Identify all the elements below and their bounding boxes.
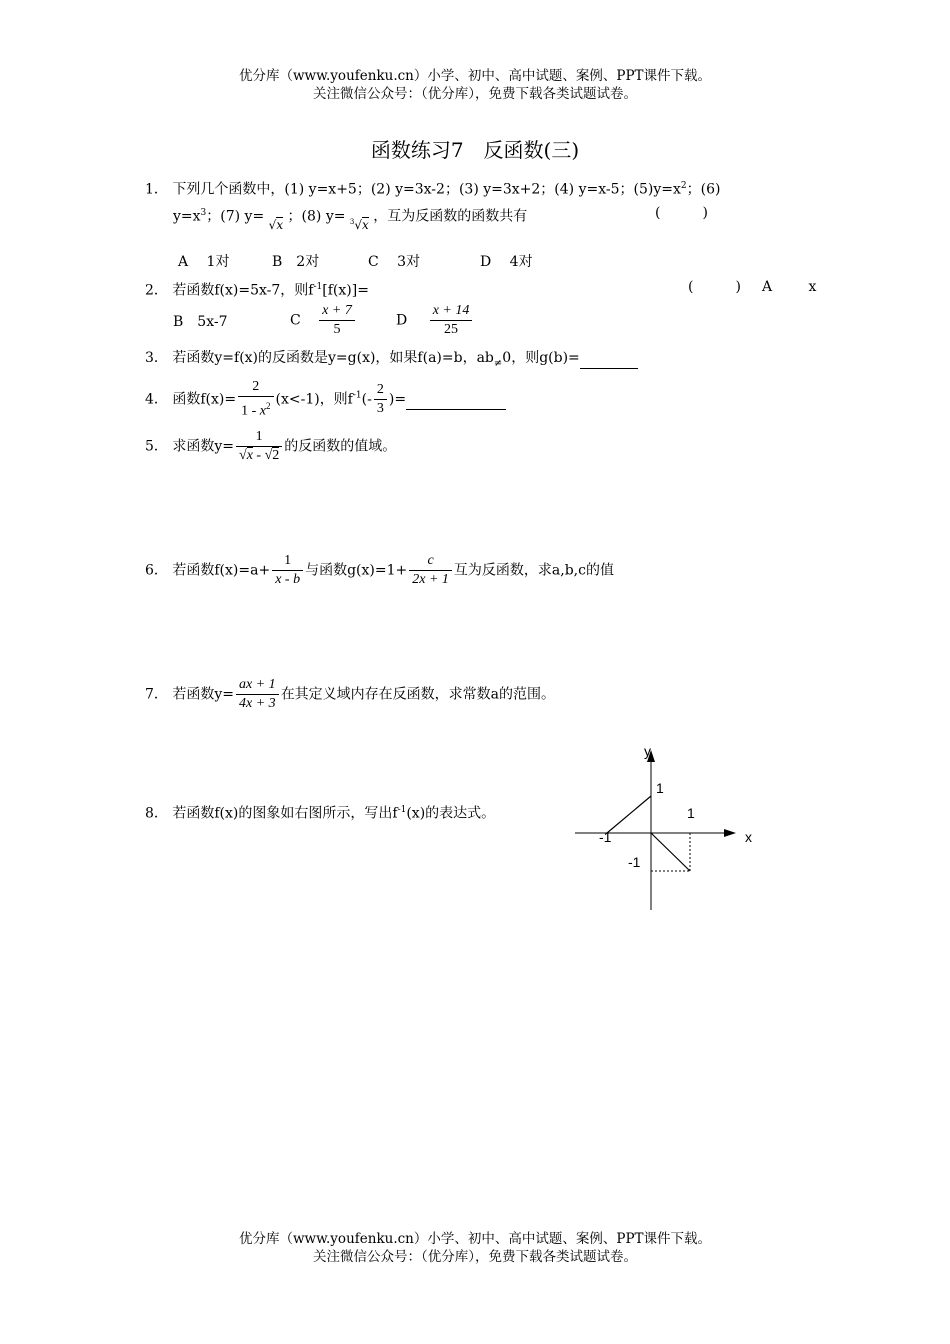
question-8: 8． 若函数f(x)的图象如右图所示，写出$f^{-1}(x)$的表达式。	[145, 805, 496, 822]
label-y-1: 1	[656, 780, 664, 796]
header-line-1: 优分库（www.youfenku.cn）小学、初中、高中试题、案例、PPT课件下载。	[238, 68, 712, 84]
answer-blank	[406, 389, 506, 410]
q2-option-a: A x	[762, 279, 817, 295]
question-5: 5． 求函数y= $\frac{1}{√x - √2}$ 的反函数的值域。	[145, 429, 397, 463]
footer-line-1: 优分库（www.youfenku.cn）小学、初中、高中试题、案例、PPT课件下载。	[238, 1231, 712, 1247]
question-6: 6． 若函数f(x)=a+ $\frac{1}{x - b}$ 与函数g(x)=1+ $\frac{c}{2x + 1}$ 互为反函数，求a,b,c的值	[145, 553, 614, 587]
q1-option-b: B 2对	[272, 254, 320, 270]
q1-option-a: A 1对	[178, 254, 230, 270]
q1-option-c: C 3对	[368, 254, 421, 270]
x-axis-arrow	[724, 829, 736, 837]
question-3: 3． 若函数y=f(x)的反函数是y=g(x)，如果f(a)=b，$ab_\ne 0$，则g(b)=	[145, 348, 638, 370]
sqrt-x: √x	[268, 217, 284, 232]
question-7: 7． 若函数y= $\frac{ax + 1}{4x + 3}$ 在其定义域内存在反函数，求常数a的范围。	[145, 677, 556, 711]
answer-blank	[580, 348, 638, 369]
q6-fraction-2: $\frac{c}{2x + 1}$	[409, 552, 452, 589]
question-1-answer-paren: ( )	[655, 205, 708, 221]
question-4: 4． 函数f(x)= $\frac{2}{1 - x^2}$ (x<-1)，则$f^{-1}(-$ $\frac{2}{3}$ )=	[145, 378, 506, 421]
q7-fraction: $\frac{ax + 1}{4x + 3}$	[236, 676, 279, 713]
question-2-answer-paren: ( )	[688, 279, 741, 295]
graph-segment-left	[607, 796, 651, 833]
page-title: 函数练习7 反函数(三)	[370, 138, 580, 162]
q2-option-d-fraction: $\frac{x + 14}{25}$	[430, 302, 473, 339]
label-x-1: 1	[687, 805, 695, 821]
graph-segment-right	[651, 833, 690, 871]
question-1-line-1: 1． 下列几个函数中，(1) y=x+5；(2) y=3x-2；(3) y=3x+2；(4) y=x-5；$(5)y=x^2$；(6)	[145, 181, 721, 198]
q2-option-b: B 5x-7	[173, 314, 228, 330]
y-axis-label: y	[644, 743, 651, 759]
q2-option-c-fraction: $\frac{x + 7}{5}$	[319, 302, 355, 339]
q1-option-d: D 4对	[480, 254, 533, 270]
q6-fraction-1: $\frac{1}{x - b}$	[272, 552, 303, 589]
header-line-2: 关注微信公众号：（优分库），免费下载各类试题试卷。	[313, 86, 637, 102]
q4-fraction: $\frac{2}{1 - x^2}$	[238, 378, 273, 421]
q4-fraction-2: $\frac{2}{3}$	[374, 381, 387, 418]
cube-root-x: $^3$√x	[349, 217, 369, 232]
label-x-neg1: -1	[599, 829, 612, 845]
q5-fraction: $\frac{1}{√x - √2}$	[236, 428, 282, 465]
function-graph	[570, 738, 770, 918]
label-y-neg1: -1	[628, 854, 641, 870]
q2-option-c: C $\frac{x + 7}{5}$	[290, 302, 357, 339]
question-2-line-1: 2． 若函数f(x)=5x-7，则$f^{-1}[f(x)]=$	[145, 282, 369, 299]
q2-option-d: D $\frac{x + 14}{25}$	[396, 302, 474, 339]
x-axis-label: x	[745, 829, 752, 845]
question-1-line-2: $y=x^3$；(7) y= √x ；(8) y= $^3$√x ，互为反函数的函数共有	[173, 203, 527, 227]
footer-line-2: 关注微信公众号：（优分库），免费下载各类试题试卷。	[313, 1249, 637, 1265]
